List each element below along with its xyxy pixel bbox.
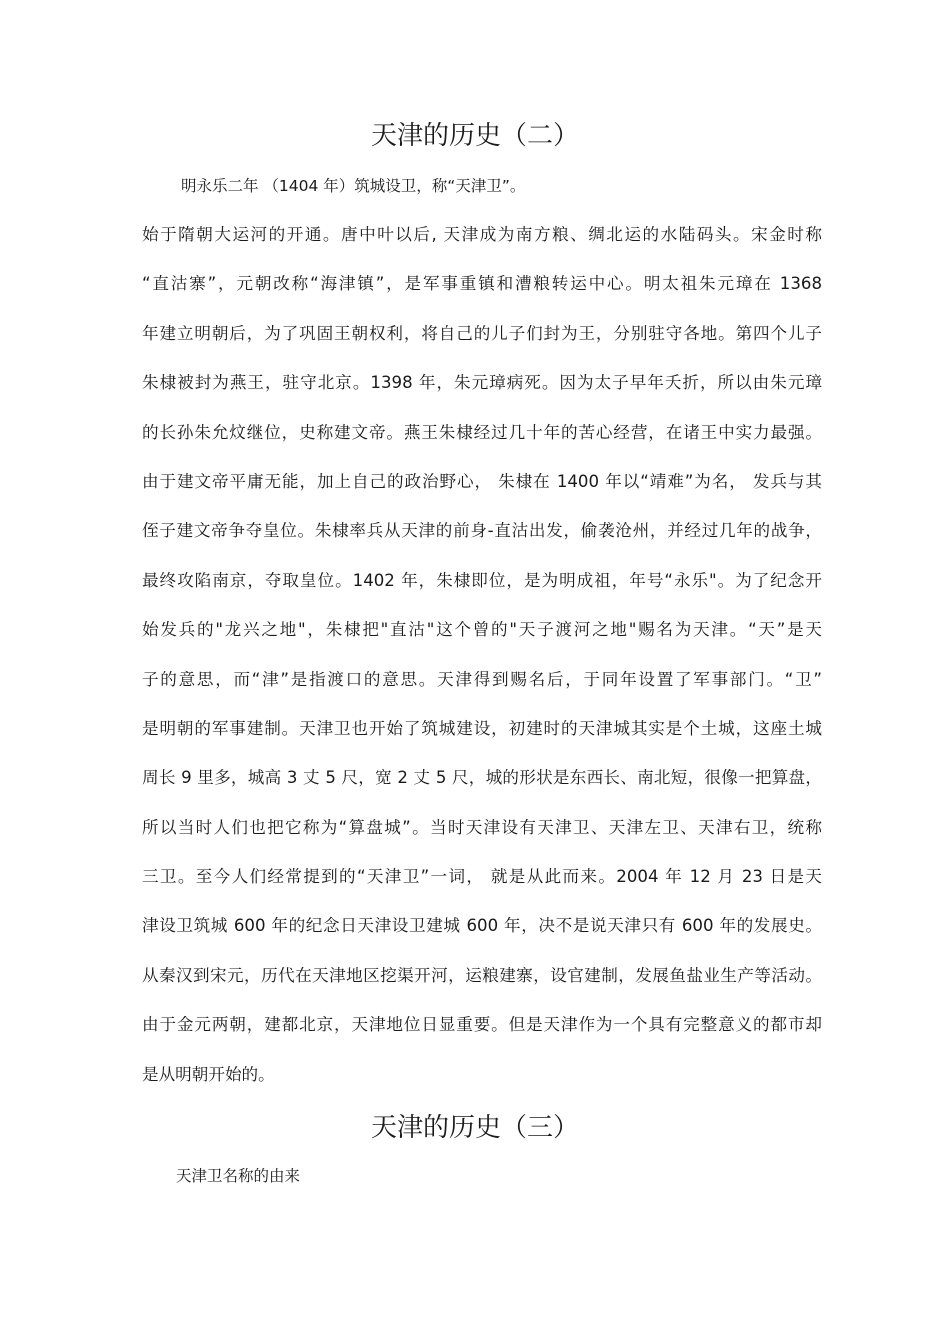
body-line: 由于金元两朝，建都北京，天津地位日显重要。但是天津作为一个具有完整意义的都市却 bbox=[142, 1015, 822, 1035]
section-three-title: 天津的历史（三） bbox=[370, 1113, 579, 1143]
section-two-body bbox=[142, 224, 822, 1113]
body-line: 从秦汉到宋元，历代在天津地区挖渠开河，运粮建寨，设官建制，发展鱼盐业生产等活动。 bbox=[142, 965, 822, 985]
body-line: 的长孙朱允炆继位，史称建文帝。燕王朱棣经过几十年的苦心经营，在诸王中实力最强。 bbox=[142, 422, 822, 442]
body-line: 始于隋朝大运河的开通。唐中叶以后, 天津成为南方粮、绸北运的水陆码头。宋金时称 bbox=[142, 225, 822, 244]
body-line: 由于建文帝平庸无能，加上自己的政治野心， 朱棣在 1400 年以“靖难”为名， 发兵与其 bbox=[142, 471, 822, 491]
body-line: 是从明朝开始的。 bbox=[142, 1064, 275, 1084]
body-line: 子的意思，而“津”是指渡口的意思。天津得到赐名后，于同年设置了军事部门。“卫” bbox=[142, 669, 822, 689]
body-line: 周长 9 里多，城高 3 丈 5 尺，宽 2 丈 5 尺，城的形状是东西长、南北短，很像一把算盘， bbox=[142, 768, 822, 788]
body-line: 年建立明朝后，为了巩固王朝权利，将自己的儿子们封为王，分别驻守各地。第四个儿子 bbox=[142, 323, 822, 343]
section-two-title: 天津的历史（二） bbox=[370, 121, 579, 151]
body-line: “直沽寨”，元朝改称“海津镇”，是军事重镇和漕粮转运中心。明太祖朱元璋在 1368 bbox=[142, 274, 822, 294]
body-line: 三卫。至今人们经常提到的“天津卫”一词， 就是从此而来。2004 年 12 月 23 日是天 bbox=[142, 867, 822, 887]
section-three-intro: 天津卫名称的由来 bbox=[176, 1167, 301, 1185]
body-line: 始发兵的"龙兴之地"，朱棣把"直沽"这个曾的"天子渡河之地"赐名为天津。“天”是天 bbox=[142, 620, 822, 640]
body-line: 所以当时人们也把它称为“算盘城”。当时天津设有天津卫、天津左卫、天津右卫，统称 bbox=[142, 817, 822, 837]
body-line: 朱棣被封为燕王，驻守北京。1398 年，朱元璋病死。因为太子早年夭折，所以由朱元璋 bbox=[142, 373, 822, 393]
body-line: 侄子建文帝争夺皇位。朱棣率兵从天津的前身-直沽出发，偷袭沧州，并经过几年的战争， bbox=[142, 521, 822, 541]
body-line: 是明朝的军事建制。天津卫也开始了筑城建设，初建时的天津城其实是个土城，这座土城 bbox=[142, 718, 822, 738]
body-line: 津设卫筑城 600 年的纪念日天津设卫建城 600 年，决不是说天津只有 600 年的发展史。 bbox=[142, 916, 822, 936]
section-two-intro: 明永乐二年 （1404 年）筑城设卫，称“天津卫”。 bbox=[181, 177, 526, 195]
body-line: 最终攻陷南京，夺取皇位。1402 年，朱棣即位，是为明成祖，年号“永乐"。为了纪念开 bbox=[142, 570, 822, 590]
